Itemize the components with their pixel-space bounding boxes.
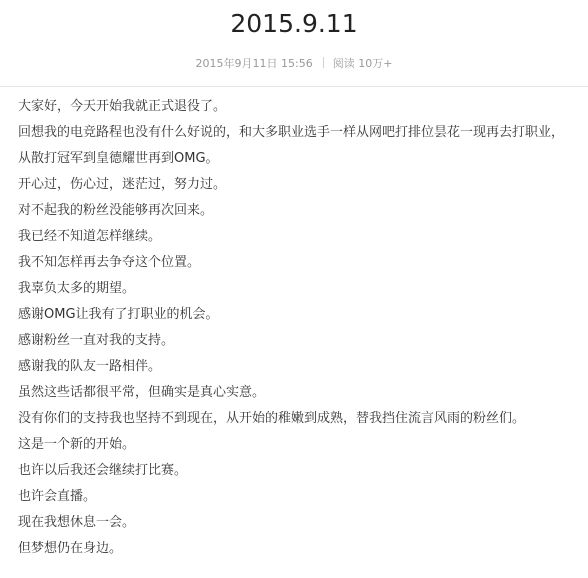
read-count: 阅读 10万+	[332, 57, 393, 70]
paragraph: 但梦想仍在身边。	[18, 541, 123, 556]
paragraph: 大家好，今天开始我就正式退役了。	[18, 99, 227, 114]
meta-separator	[323, 57, 324, 68]
article-body	[18, 94, 570, 562]
paragraph: 开心过，伤心过，迷茫过，努力过。	[18, 177, 227, 192]
paragraph: 感谢我的队友一路相伴。	[18, 359, 162, 374]
paragraph: 我辜负太多的期望。	[18, 281, 136, 296]
paragraph: 现在我想休息一会。	[18, 515, 136, 530]
publish-date: 2015年9月11日 15:56	[195, 57, 313, 70]
paragraph: 这是一个新的开始。	[18, 437, 136, 452]
paragraph: 我不知怎样再去争夺这个位置。	[18, 255, 201, 270]
paragraph: 也许会直播。	[18, 489, 97, 504]
paragraph: 我已经不知道怎样继续。	[18, 229, 162, 244]
paragraph: 没有你们的支持我也坚持不到现在，从开始的稚嫩到成熟，替我挡住流言风雨的粉丝们。	[18, 411, 526, 426]
paragraph: 感谢OMG让我有了打职业的机会。	[18, 307, 219, 322]
article-meta	[0, 56, 588, 72]
paragraph: 对不起我的粉丝没能够再次回来。	[18, 203, 214, 218]
divider	[0, 86, 588, 87]
paragraph: 感谢粉丝一直对我的支持。	[18, 333, 175, 348]
article-title: 2015.9.11	[230, 9, 358, 38]
paragraph: 虽然这些话都很平常，但确实是真心实意。	[18, 385, 266, 400]
paragraph: 也许以后我还会继续打比赛。	[18, 463, 188, 478]
paragraph: 回想我的电竞路程也没有什么好说的，和大多职业选手一样从网吧打排位昙花一现再去打职业，从散打冠军到皇德耀世再到OMG。	[18, 125, 565, 166]
